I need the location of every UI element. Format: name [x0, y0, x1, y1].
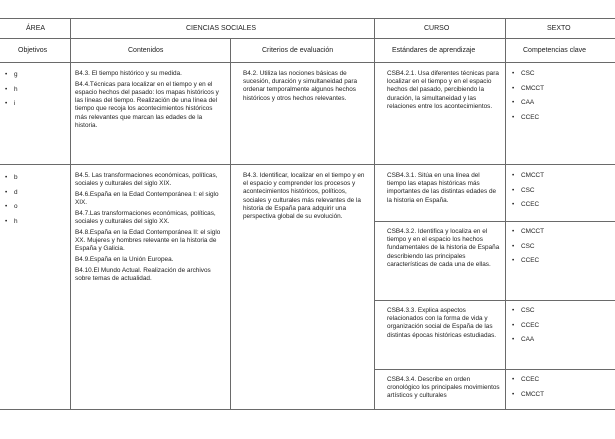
competence-item: • CCEC: [512, 114, 607, 122]
content-item: B4.9.España en la Unión Europea.: [75, 256, 174, 264]
table-top-border: [0, 18, 615, 19]
col-divider-contents: [230, 38, 231, 410]
contents-header: Contenidos: [128, 47, 164, 54]
competences-cell-2: [512, 228, 607, 272]
objective-item: • g: [5, 71, 65, 79]
competences-header: Competencias clave: [523, 47, 587, 54]
col-divider-competences: [505, 18, 506, 410]
competence-item: • CMCCT: [512, 391, 607, 399]
competence-item: • CCEC: [512, 322, 607, 330]
competence-item: • CMCCT: [512, 85, 607, 93]
criteria-text: B4.2. Utiliza las nociones básicas de sucesión, duración y simultaneidad para ordenar temporalmente algunos hechos históricos y otros hechos relevantes.: [243, 70, 358, 102]
content-item: B4.7.Las transformaciones económicas, políticas, sociales y culturales del siglo XX.: [75, 210, 216, 226]
competence-item: • CSC: [512, 307, 607, 315]
standards-header: Estándares de aprendizaje: [392, 47, 476, 54]
standard-cell-4: [387, 376, 500, 403]
content-item: B4.4.Técnicas para localizar en el tiempo y en el espacio hechos del pasado: los mapas históricos y las líneas del tiempo. Realización de una línea del tiempo que recoja los acontecimientos históricos más relevantes que marcan las edades de la historia.: [75, 80, 219, 129]
block2-criteria: [243, 172, 368, 224]
competence-item: • CAA: [512, 99, 607, 107]
standard-cell-3: [387, 307, 500, 342]
competence-item: • CMCCT: [512, 228, 607, 236]
competence-item: • CCEC: [512, 201, 607, 209]
objective-item: • d: [5, 189, 65, 197]
block2-contents: [75, 172, 225, 286]
objective-item: • h: [5, 218, 65, 226]
block-divider: [0, 164, 615, 165]
area-label: ÁREA: [26, 25, 46, 32]
content-item: B4.8.España en la Edad Contemporánea II: el siglo XX. Mujeres y hombres relevante en la historia de España y Galicia.: [75, 229, 221, 253]
standard-divider-1: [374, 221, 615, 222]
course-label: CURSO: [424, 25, 450, 32]
criteria-header: Criterios de evaluación: [262, 47, 334, 54]
competence-item: • CCEC: [512, 376, 607, 384]
competence-item: • CSC: [512, 70, 607, 78]
criteria-text: B4.3. Identificar, localizar en el tiempo y en el espacio y comprender los procesos y acontecimientos históricos, políticos, sociales y culturales más relevantes de la historia de España para adquirir una perspectiva global de su evolución.: [243, 172, 365, 221]
competences-cell-1: [512, 172, 607, 216]
competences-cell-4: [512, 376, 607, 405]
competence-item: • CMCCT: [512, 172, 607, 180]
standard-cell-1: [387, 172, 500, 207]
standard-divider-3: [374, 369, 615, 370]
col-divider-criteria: [374, 18, 375, 410]
competence-item: • CSC: [512, 187, 607, 195]
block1-criteria: [243, 70, 368, 105]
table-bottom-border: [0, 409, 615, 410]
block1-objectives: [5, 71, 65, 115]
content-item: B4.6.España en la Edad Contemporánea I: el siglo XIX.: [75, 191, 219, 207]
standard-text: CSB4.3.2. Identifica y localiza en el tiempo y en el espacio los hechos fundamentales de la historia de España describiendo las principales características de cada una de ellas.: [387, 228, 500, 268]
block1-standard: [387, 70, 500, 114]
competence-item: • CAA: [512, 336, 607, 344]
column-header-divider: [0, 62, 615, 63]
standard-divider-2: [374, 300, 615, 301]
objective-item: • o: [5, 203, 65, 211]
subject-title: CIENCIAS SOCIALES: [186, 25, 257, 32]
content-item: B4.3. El tiempo histórico y su medida.: [75, 70, 182, 77]
col-divider-objectives: [70, 18, 71, 410]
objective-item: • b: [5, 174, 65, 182]
standard-text: CSB4.3.4. Describe en orden cronológico los principales movimientos artísticos y culturales: [387, 376, 500, 400]
header-divider: [0, 38, 615, 39]
grade-label: SEXTO: [547, 25, 571, 32]
competence-item: • CSC: [512, 243, 607, 251]
objectives-header: Objetivos: [18, 47, 48, 54]
objective-item: • i: [5, 100, 65, 108]
objective-item: • h: [5, 86, 65, 94]
content-item: B4.5. Las transformaciones económicas, políticas, sociales y culturales del siglo XIX.: [75, 172, 218, 188]
block2-objectives: [5, 174, 65, 232]
content-item: B4.10.El Mundo Actual. Realización de archivos sobre temas de actualidad.: [75, 267, 211, 283]
standard-cell-2: [387, 228, 500, 272]
block1-competences: [512, 70, 607, 128]
standard-text: CSB4.3.3. Explica aspectos relacionados con la forma de vida y organización social de España de las distintas épocas históricas estudiadas.: [387, 307, 497, 339]
competence-item: • CCEC: [512, 257, 607, 265]
competences-cell-3: [512, 307, 607, 351]
block1-contents: [75, 70, 225, 133]
standard-text: CSB4.3.1. Sitúa en una línea del tiempo las etapas históricas más importantes de las distintas edades de la historia en España.: [387, 172, 497, 204]
standard-text: CSB4.2.1. Usa diferentes técnicas para localizar en el tiempo y en el espacio hechos del pasado, percibiendo la duración, la simultaneidad y las relaciones entre los acontecimientos.: [387, 70, 499, 110]
